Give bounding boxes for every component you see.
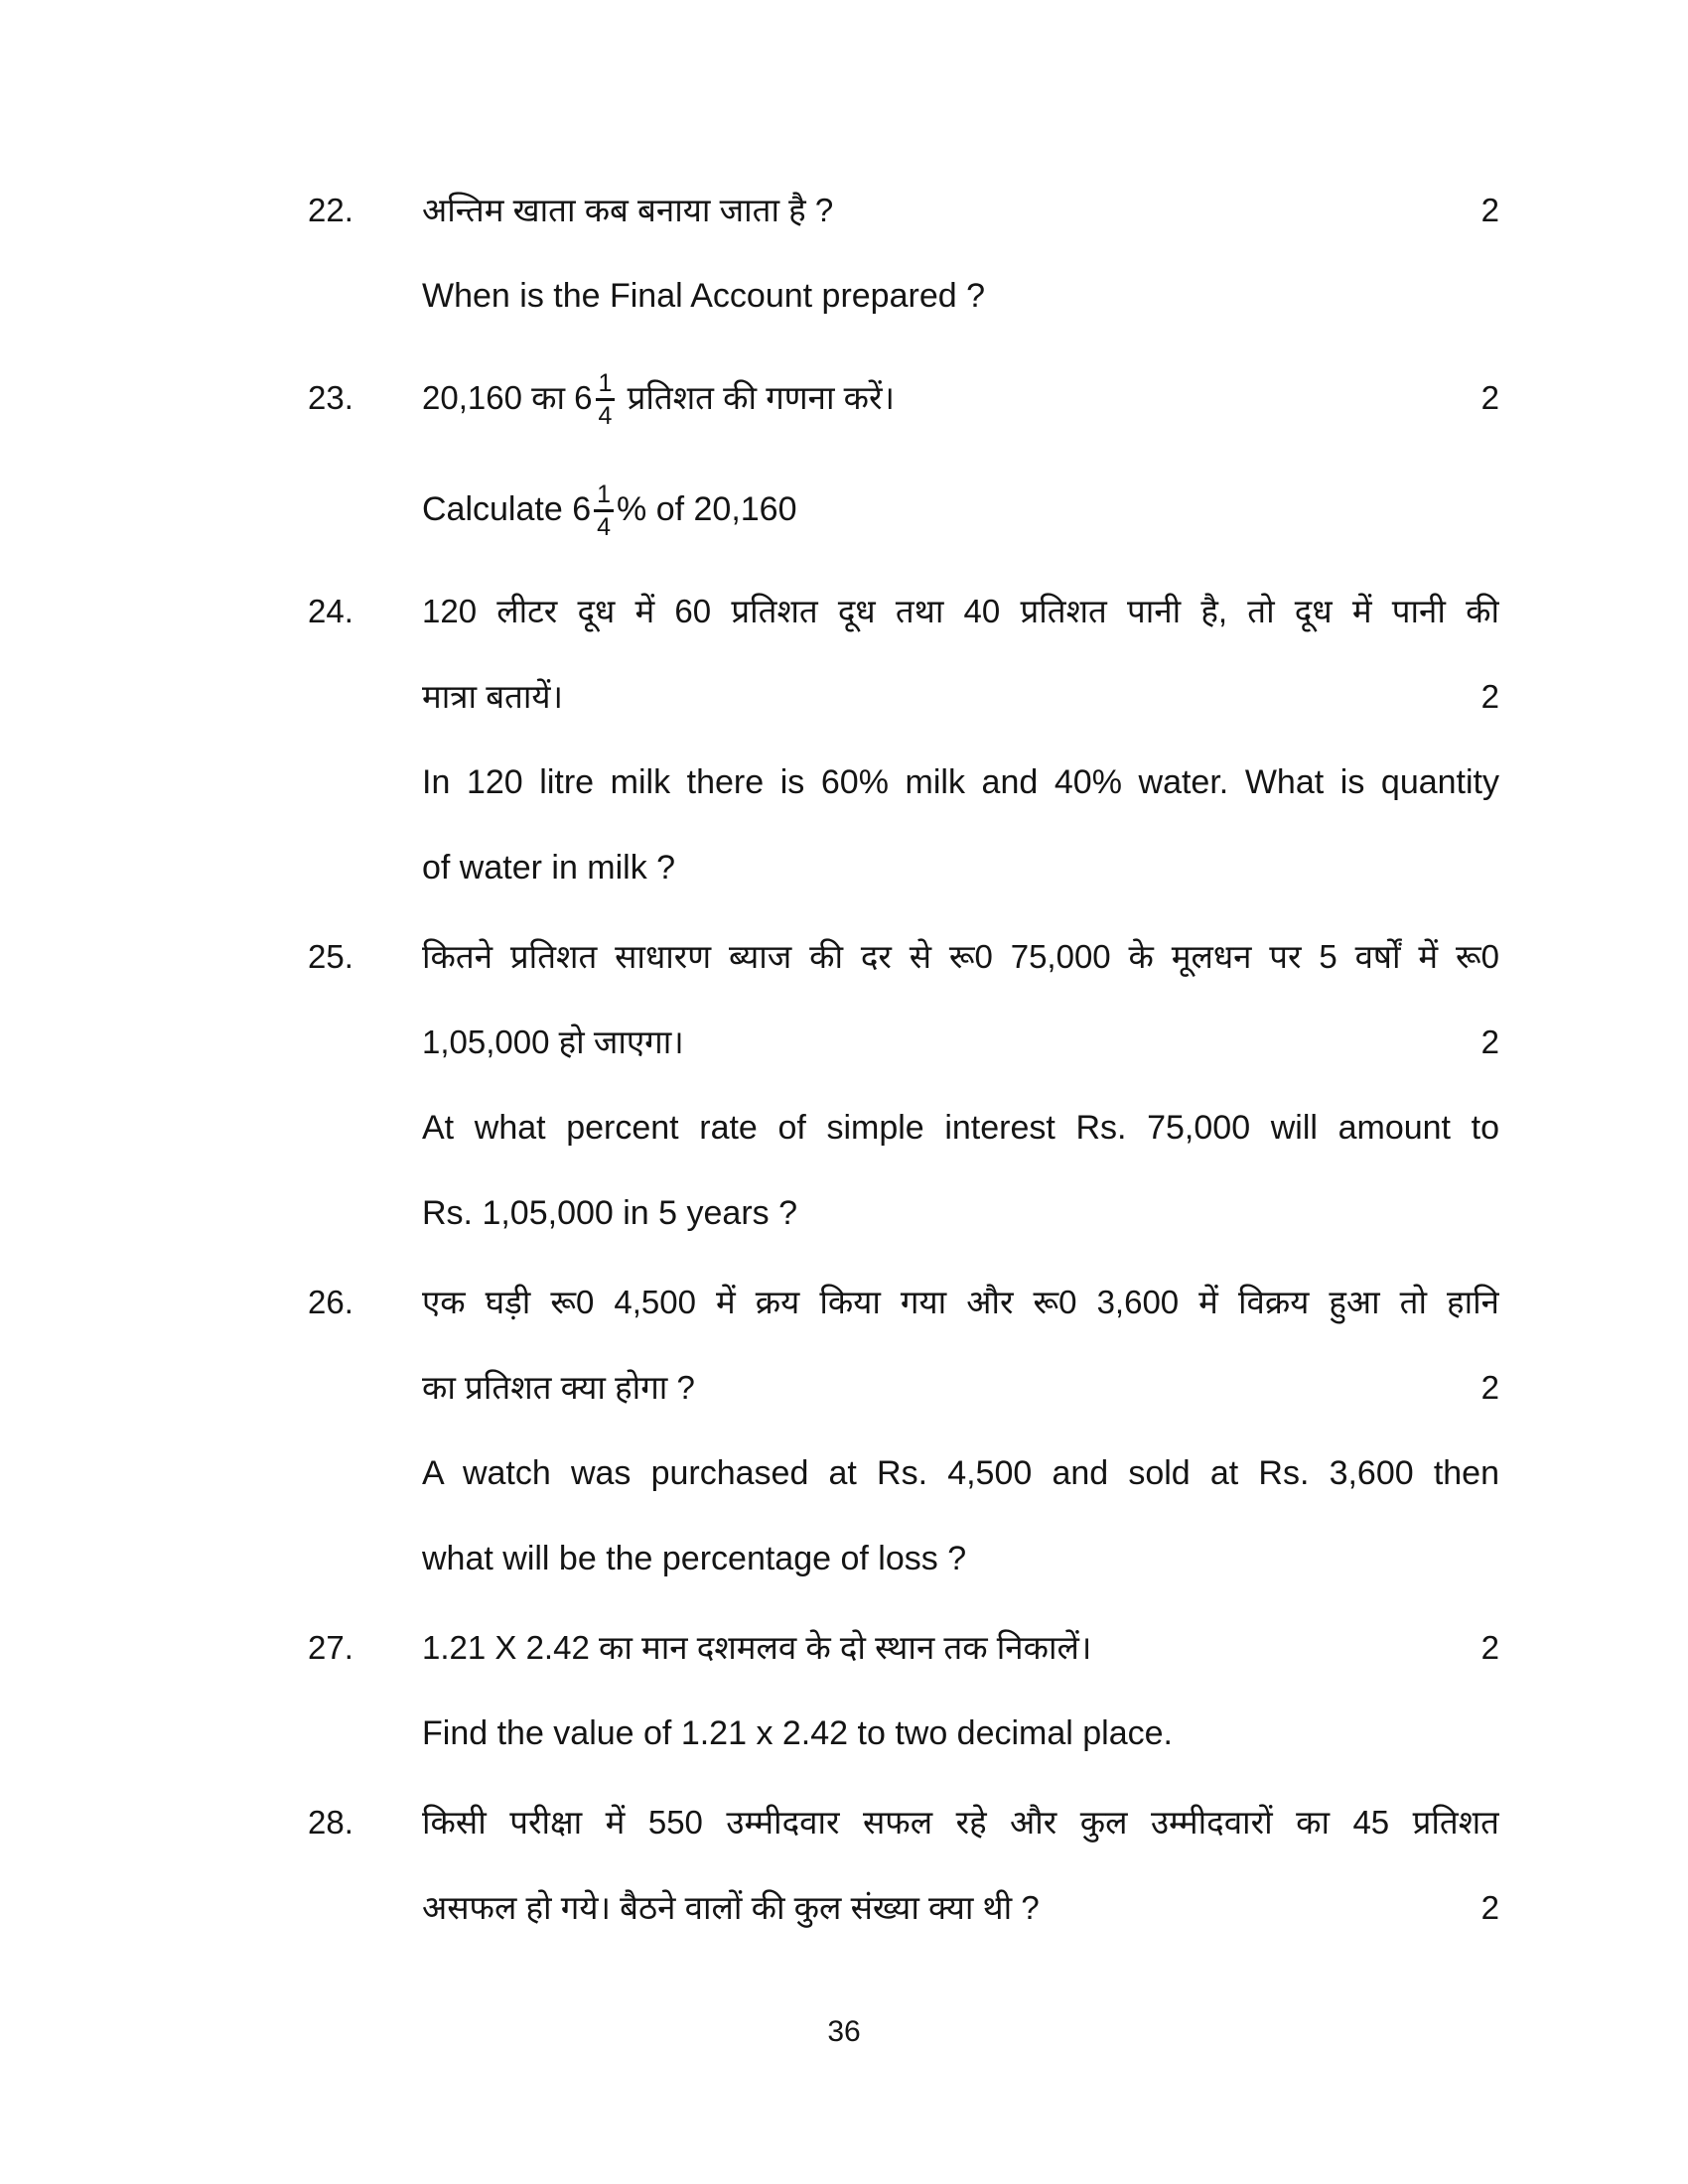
question-25 — [308, 914, 1688, 1256]
hindi-line: का प्रतिशत क्या होगा ? 2 — [422, 1345, 1499, 1431]
marks-value: 2 — [1480, 1629, 1499, 1666]
hindi-line: एक घड़ी रू0 4,500 में क्रय किया गया और रू0 3,600 में विक्रय हुआ तो हानि — [422, 1284, 1499, 1320]
fraction: $\frac{1}{4}$ — [596, 370, 616, 431]
hindi-line: कितने प्रतिशत साधारण ब्याज की दर से रू0 75,000 के मूलधन पर 5 वर्षों में रू0 — [422, 938, 1499, 975]
english-line: Calculate 6 $\frac{1}{4}$ % of 20,160 — [422, 479, 797, 541]
question-number: 27. — [308, 1629, 353, 1666]
hindi-line: किसी परीक्षा में 550 उम्मीदवार सफल रहे और कुल उम्मीदवारों का 45 प्रतिशत — [422, 1804, 1499, 1841]
marks-value: 2 — [1480, 678, 1499, 715]
english-line: A watch was purchased at Rs. 4,500 and sold at Rs. 3,600 then — [422, 1454, 1499, 1492]
question-text — [422, 1605, 1499, 1776]
english-line: When is the Final Account prepared ? — [422, 277, 985, 315]
question-number: 22. — [308, 192, 353, 228]
english-line: At what percent rate of simple interest Rs. 75,000 will amount to — [422, 1109, 1499, 1147]
question-26 — [308, 1260, 1688, 1601]
question-number: 23. — [308, 379, 353, 416]
marks-value: 2 — [1480, 192, 1499, 228]
question-text — [422, 1780, 1499, 1951]
hindi-line: असफल हो गये। बैठने वालों की कुल संख्या क्या थी ? 2 — [422, 1865, 1499, 1951]
english-line: In 120 litre milk there is 60% milk and 40% water. What is quantity — [422, 763, 1499, 801]
hindi-line: 120 लीटर दूध में 60 प्रतिशत दूध तथा 40 प्रतिशत पानी है, तो दूध में पानी की — [422, 593, 1499, 629]
question-22 — [308, 168, 1688, 339]
marks-value: 2 — [1480, 1369, 1499, 1406]
question-text — [422, 569, 1499, 910]
question-23 — [308, 342, 1688, 565]
question-number: 28. — [308, 1804, 353, 1841]
hindi-line: 20,160 का 6 $\frac{1}{4}$ प्रतिशत की गणना करें। 2 — [422, 342, 1499, 454]
question-27 — [308, 1605, 1688, 1776]
fraction: $\frac{1}{4}$ — [594, 481, 614, 542]
question-text — [422, 168, 1499, 339]
marks-value: 2 — [1480, 1889, 1499, 1926]
page-number: 36 — [827, 2015, 861, 2048]
hindi-line: अन्तिम खाता कब बनाया जाता है ? 2 — [422, 168, 1499, 253]
question-number: 25. — [308, 938, 353, 975]
page-footer — [0, 2015, 1688, 2049]
question-24 — [308, 569, 1688, 910]
hindi-line: 1.21 X 2.42 का मान दशमलव के दो स्थान तक निकालें। 2 — [422, 1605, 1499, 1691]
english-line: of water in milk ? — [422, 849, 676, 887]
question-28 — [308, 1780, 1688, 1951]
marks-value: 2 — [1480, 379, 1499, 416]
hindi-line: 1,05,000 हो जाएगा। 2 — [422, 1000, 1499, 1085]
english-line: Find the value of 1.21 x 2.42 to two decimal place. — [422, 1714, 1174, 1752]
question-text — [422, 1260, 1499, 1601]
marks-value: 2 — [1480, 1024, 1499, 1060]
hindi-line: मात्रा बतायें। 2 — [422, 654, 1499, 740]
question-number: 26. — [308, 1284, 353, 1320]
question-number: 24. — [308, 593, 353, 629]
question-text — [422, 342, 1499, 565]
english-line: Rs. 1,05,000 in 5 years ? — [422, 1194, 798, 1232]
question-text — [422, 914, 1499, 1256]
english-line: what will be the percentage of loss ? — [422, 1540, 967, 1577]
